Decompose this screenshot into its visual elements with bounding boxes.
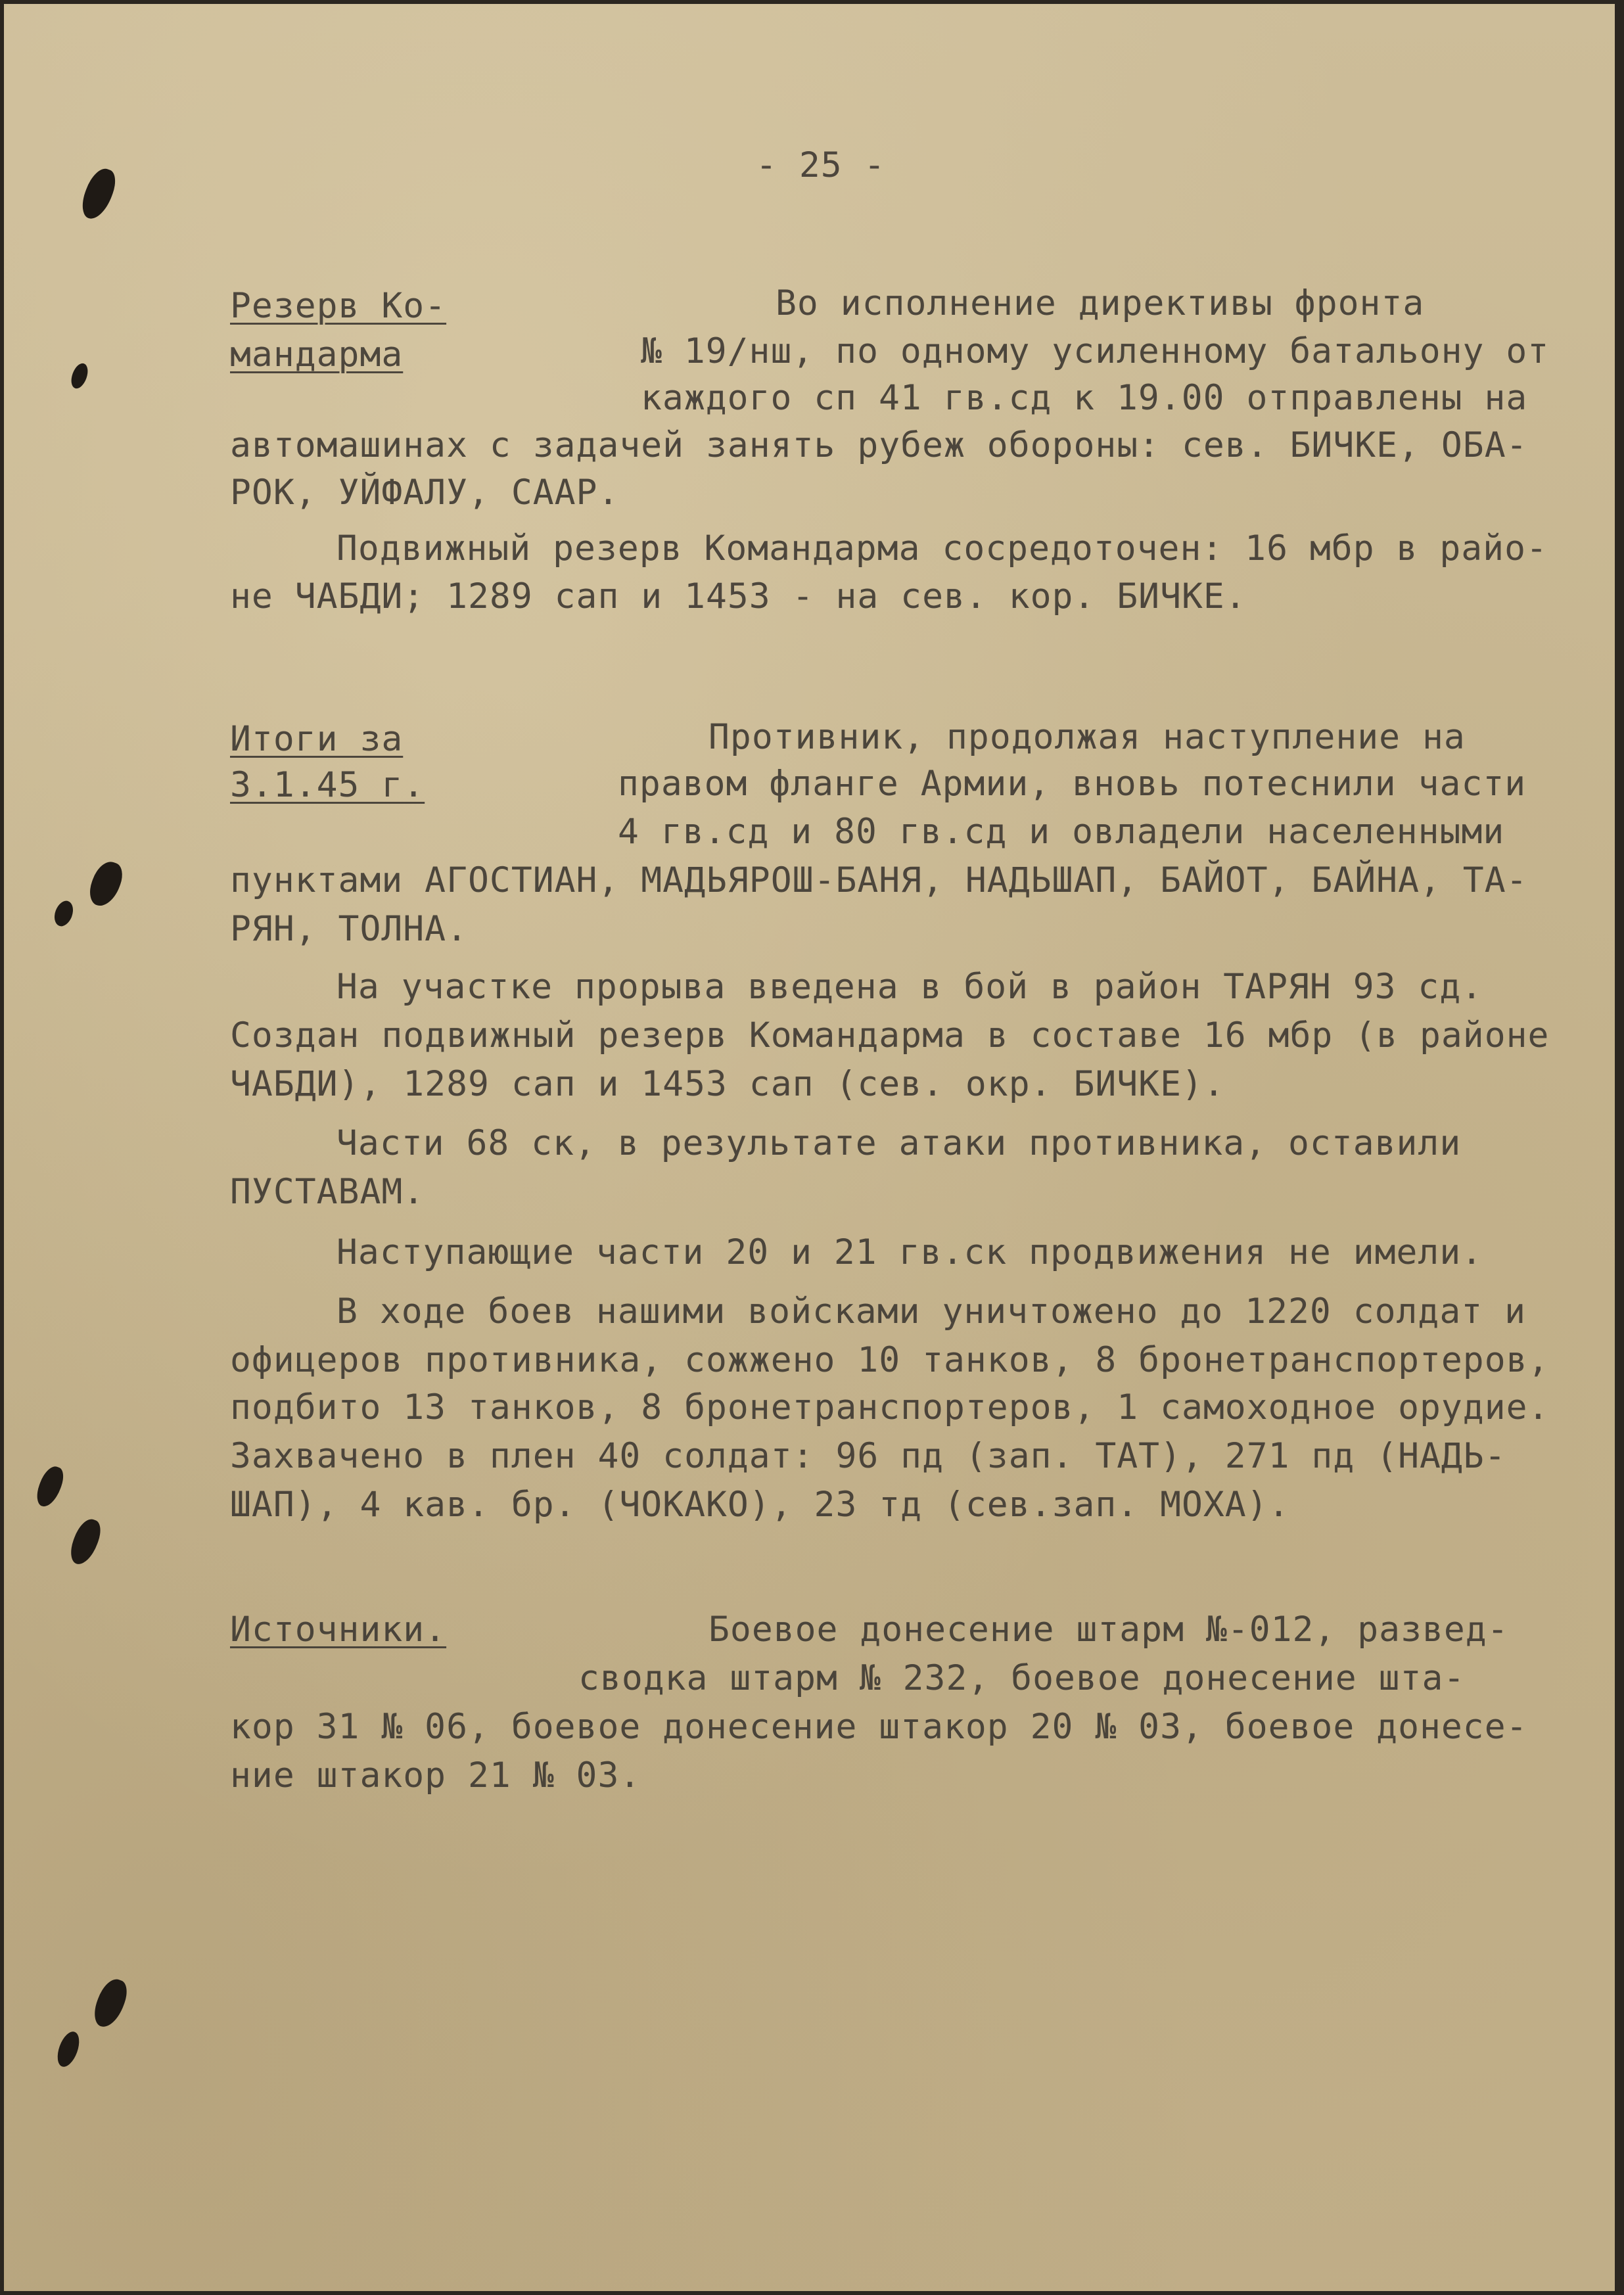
results-paragraph3-line: ПУСТАВАМ.	[230, 1172, 425, 1212]
results-paragraph5-line: Захвачено в плен 40 солдат: 96 пд (зап. ТАТ), 271 пд (НАДЬ-	[230, 1436, 1506, 1476]
reserve-heading-line1: Резерв Ко-	[230, 286, 447, 326]
results-line: пунктами АГОСТИАН, МАДЬЯРОШ-БАНЯ, НАДЬШАП, БАЙОТ, БАЙНА, ТА-	[230, 860, 1528, 900]
sources-heading: Источники.	[230, 1610, 447, 1650]
results-paragraph2-line: Создан подвижный резерв Командарма в составе 16 мбр (в районе	[230, 1015, 1550, 1055]
results-line: РЯН, ТОЛНА.	[230, 909, 468, 949]
binder-hole	[33, 1463, 67, 1510]
sources-line: кор 31 № 06, боевое донесение штакор 20 № 03, боевое донесе-	[230, 1707, 1528, 1747]
reserve-paragraph2-line: не ЧАБДИ; 1289 сап и 1453 - на сев. кор. БИЧКЕ.	[230, 576, 1247, 616]
results-paragraph5-line: В ходе боев нашими войсками уничтожено до 1220 солдат и	[336, 1291, 1526, 1332]
reserve-line: РОК, УЙФАЛУ, СААР.	[230, 473, 620, 513]
reserve-line: автомашинах с задачей занять рубеж обороны: сев. БИЧКЕ, ОБА-	[230, 425, 1528, 465]
sources-line: сводка штарм № 232, боевое донесение шта-	[578, 1658, 1466, 1698]
reserve-line: Во исполнение директивы фронта	[776, 283, 1425, 323]
results-line: Противник, продолжая наступление на	[708, 717, 1466, 757]
results-paragraph3-line: Части 68 ск, в результате атаки противника, оставили	[336, 1123, 1462, 1163]
reserve-heading-line2: мандарма	[230, 335, 404, 375]
page-number: - 25 -	[756, 145, 886, 185]
sources-line: Боевое донесение штарм №-012, развед-	[708, 1610, 1509, 1650]
results-line: правом фланге Армии, вновь потеснили части	[618, 764, 1527, 804]
results-paragraph2-line: ЧАБДИ), 1289 сап и 1453 сап (сев. окр. БИЧКЕ).	[230, 1064, 1225, 1104]
results-paragraph5-line: ШАП), 4 кав. бр. (ЧОКАКО), 23 тд (сев.зап. МОХА).	[230, 1485, 1290, 1525]
binder-hole	[53, 2029, 83, 2070]
binder-hole	[89, 1975, 131, 2031]
reserve-paragraph2-line: Подвижный резерв Командарма сосредоточен: 16 мбр в райо-	[336, 528, 1548, 568]
reserve-line: каждого сп 41 гв.сд к 19.00 отправлены на	[641, 378, 1528, 418]
reserve-line: № 19/нш, по одному усиленному батальону от	[641, 331, 1550, 371]
results-paragraph5-line: офицеров противника, сожжено 10 танков, 8 бронетранспортеров,	[230, 1340, 1550, 1380]
binder-hole	[66, 1516, 104, 1568]
sources-line: ние штакор 21 № 03.	[230, 1755, 641, 1796]
results-heading-line2: 3.1.45 г.	[230, 765, 425, 805]
binder-hole	[78, 165, 120, 223]
binder-hole	[51, 898, 76, 929]
binder-hole	[68, 361, 91, 390]
results-paragraph5-line: подбито 13 танков, 8 бронетранспортеров, 1 самоходное орудие.	[230, 1387, 1550, 1427]
binder-hole	[85, 858, 126, 910]
results-line: 4 гв.сд и 80 гв.сд и овладели населенными	[618, 812, 1505, 852]
results-paragraph2-line: На участке прорыва введена в бой в район ТАРЯН 93 сд.	[336, 967, 1483, 1007]
results-paragraph4-line: Наступающие части 20 и 21 гв.ск продвижения не имели.	[336, 1232, 1483, 1272]
results-heading-line1: Итоги за	[230, 719, 404, 759]
